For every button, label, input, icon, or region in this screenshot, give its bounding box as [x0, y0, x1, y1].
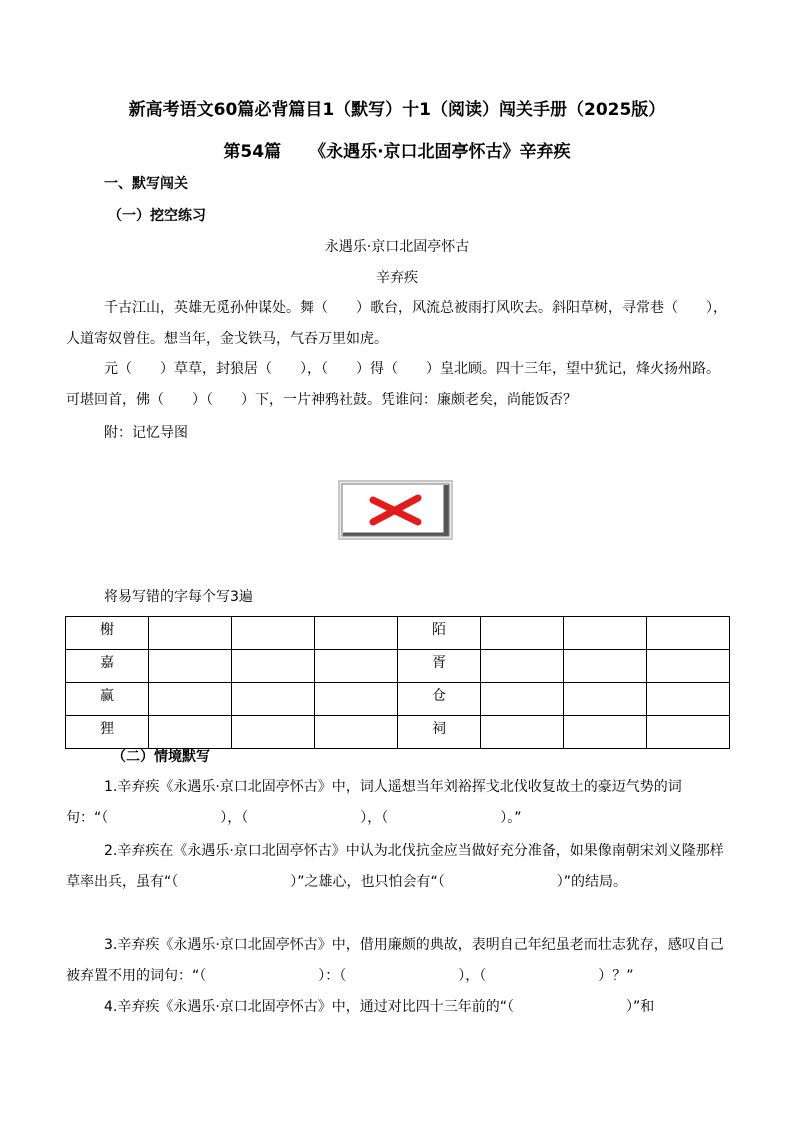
practice-char: 榭	[66, 617, 149, 650]
practice-char: 仓	[398, 683, 481, 716]
practice-cell[interactable]	[149, 650, 232, 683]
practice-char: 狸	[66, 716, 149, 749]
practice-char: 胥	[398, 650, 481, 683]
practice-cell[interactable]	[232, 683, 315, 716]
practice-char: 祠	[398, 716, 481, 749]
practice-cell[interactable]	[647, 716, 730, 749]
practice-cell[interactable]	[315, 716, 398, 749]
question-4: 4.辛弃疾《永遇乐·京口北固亭怀古》中，通过对比四十三年前的“（ ）”和	[104, 999, 655, 1015]
question-1: 1.辛弃疾《永遇乐·京口北固亭怀古》中，词人遥想当年刘裕挥戈北伐收复故土的豪迈气势的词句：“（ ），（ ），（ ）。”	[66, 779, 682, 826]
practice-cell[interactable]	[149, 617, 232, 650]
broken-image-icon	[338, 480, 453, 540]
practice-char: 赢	[66, 683, 149, 716]
practice-cell[interactable]	[647, 683, 730, 716]
poem-stanza-2: 元（ ）草草，封狼居（ ），（ ）得（ ）皇北顾。四十三年，望中犹记，烽火扬州路。可堪回首，佛（ ）（ ）下，一片神鸦社鼓。凭谁问：廉颇老矣，尚能饭否？	[66, 361, 720, 408]
practice-table	[65, 616, 730, 749]
table-row	[66, 650, 730, 683]
poem-title: 永遇乐·京口北固亭怀古	[324, 239, 470, 255]
practice-cell[interactable]	[481, 650, 564, 683]
practice-cell[interactable]	[647, 650, 730, 683]
practice-char: 陌	[398, 617, 481, 650]
table-row	[66, 716, 730, 749]
practice-cell[interactable]	[564, 617, 647, 650]
chapter-poem-title: 《永遇乐·京口北固亭怀古》辛弃疾	[309, 142, 571, 162]
practice-char: 嘉	[66, 650, 149, 683]
practice-cell[interactable]	[315, 617, 398, 650]
subsection-heading-fill-blank: （一）挖空练习	[108, 208, 206, 224]
practice-cell[interactable]	[149, 716, 232, 749]
practice-cell[interactable]	[149, 683, 232, 716]
practice-cell[interactable]	[564, 650, 647, 683]
section-heading-context-dictation: （二）情境默写	[112, 749, 210, 765]
practice-cell[interactable]	[315, 650, 398, 683]
practice-cell[interactable]	[481, 617, 564, 650]
practice-cell[interactable]	[481, 716, 564, 749]
poem-stanza-1: 千古江山，英雄无觅孙仲谋处。舞（ ）歌台，风流总被雨打风吹去。斜阳草树，寻常巷（ ），人道寄奴曾住。想当年，金戈铁马，气吞万里如虎。	[66, 300, 727, 347]
practice-cell[interactable]	[232, 617, 315, 650]
practice-cell[interactable]	[564, 716, 647, 749]
question-2: 2.辛弃疾在《永遇乐·京口北固亭怀古》中认为北伐抗金应当做好充分准备，如果像南朝宋刘义隆那样草率出兵，虽有“（ ）”之雄心，也只怕会有“（ ）”的结局。	[66, 843, 724, 890]
practice-cell[interactable]	[481, 683, 564, 716]
table-row	[66, 683, 730, 716]
table-instruction: 将易写错的字每个写3遍	[104, 589, 253, 605]
table-row	[66, 617, 730, 650]
practice-cell[interactable]	[232, 716, 315, 749]
chapter-number: 第54篇	[223, 142, 282, 162]
practice-cell[interactable]	[647, 617, 730, 650]
question-3: 3.辛弃疾《永遇乐·京口北固亭怀古》中，借用廉颇的典故，表明自己年纪虽老而壮志犹存，感叹自己被弃置不用的词句：“（ ）：（ ），（ ）？”	[66, 937, 724, 984]
practice-cell[interactable]	[232, 650, 315, 683]
document-title: 新高考语文60篇必背篇目1（默写）十1（阅读）闯关手册（2025版）	[128, 100, 666, 120]
section-heading-dictation: 一、默写闯关	[104, 176, 188, 192]
practice-cell[interactable]	[315, 683, 398, 716]
attachment-label: 附：记忆导图	[104, 425, 188, 441]
chapter-title	[0, 137, 794, 162]
practice-cell[interactable]	[564, 683, 647, 716]
poem-author: 辛弃疾	[376, 270, 418, 286]
